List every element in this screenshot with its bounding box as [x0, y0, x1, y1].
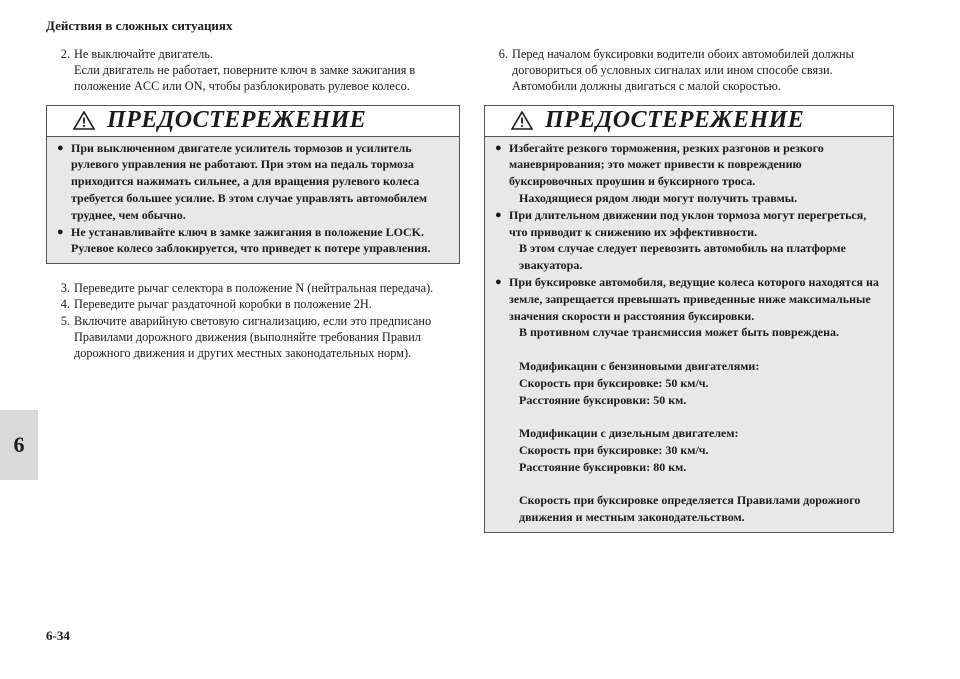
- warning-triangle-icon: [511, 111, 533, 130]
- diesel-distance: Расстояние буксировки: 80 км.: [519, 459, 687, 474]
- step-number: 6.: [498, 47, 508, 61]
- step-text: Если двигатель не работает, поверните ключ в замке зажигания в положение ACC или ON, чтобы разблокировать рулевое колесо.: [74, 63, 416, 94]
- warning-title: ПРЕДОСТЕРЕЖЕНИЕ: [545, 107, 805, 134]
- warning-box: [46, 105, 460, 265]
- step-5: [46, 313, 460, 362]
- step-2: [46, 46, 460, 95]
- warning-body: [485, 137, 893, 532]
- left-column: [46, 46, 460, 361]
- warning-triangle-icon: [73, 111, 95, 130]
- bullet-dot-icon: ●: [495, 141, 502, 154]
- step-6: [484, 46, 894, 95]
- warning-bullet: ● При буксировке автомобиля, ведущие колеса которого находятся на земле, запрещается превышать приведенные ниже максимальные значения скорости и расстояния буксировки.: [495, 274, 879, 323]
- warning-paragraph: В противном случае трансмиссия может быть повреждена.: [519, 325, 840, 340]
- chapter-tab: [0, 410, 38, 480]
- petrol-speed: Скорость при буксировке: 50 км/ч.: [519, 375, 709, 390]
- diesel-title: Модификации с дизельным двигателем:: [519, 426, 739, 441]
- warning-header: [47, 106, 459, 137]
- step-text: Не выключайте двигатель.: [74, 47, 213, 61]
- step-3: [46, 280, 460, 296]
- step-4: [46, 296, 460, 312]
- petrol-distance: Расстояние буксировки: 50 км.: [519, 392, 687, 407]
- step-text: Включите аварийную световую сигнализацию, если это предписано Правилами дорожного движения (выполняйте требования Правил дорожного движения и других местных законодательных норм).: [74, 313, 432, 360]
- step-number: 2.: [60, 47, 70, 61]
- step-number: 5.: [60, 313, 70, 328]
- bullet-dot-icon: ●: [495, 208, 502, 221]
- step-text: Переведите рычаг селектора в положение N (нейтральная передача).: [74, 281, 434, 296]
- step-number: 4.: [60, 297, 70, 312]
- warning-body: [47, 137, 459, 264]
- page-header: Действия в сложных ситуациях: [46, 18, 233, 33]
- step-text: Переведите рычаг раздаточной коробки в положение 2H.: [74, 297, 372, 312]
- warning-bullet: ● Не устанавливайте ключ в замке зажигания в положение LOCK. Рулевое колесо заблокируется, что приведет к потере управления.: [57, 224, 431, 256]
- step-text: Перед началом буксировки водители обоих автомобилей должны договориться об условных сигналах или ином способе связи. Автомобили должны двигаться с малой скоростью.: [512, 47, 854, 94]
- petrol-title: Модификации с бензиновыми двигателями:: [519, 358, 760, 373]
- warning-bullet: ● Избегайте резкого торможения, резких разгонов и резкого маневрирования; это может привести к повреждению буксировочных проушин и буксирного троса.: [495, 140, 824, 189]
- warning-box: [484, 105, 894, 533]
- chapter-tab-label: 6: [13, 432, 25, 457]
- bullet-dot-icon: ●: [495, 275, 502, 288]
- warning-paragraph: Находящиеся рядом люди могут получить травмы.: [519, 191, 798, 205]
- right-column: [484, 46, 894, 533]
- warning-bullet: ● При длительном движении под уклон тормоза могут перегреться, что приводит к снижению их эффективности.: [495, 207, 867, 239]
- step-number: 3.: [60, 281, 70, 296]
- page-number: 6-34: [46, 628, 70, 643]
- warning-title: ПРЕДОСТЕРЕЖЕНИЕ: [107, 107, 367, 134]
- warning-paragraph: В этом случае следует перевозить автомобиль на платформе эвакуатора.: [519, 241, 846, 273]
- bullet-dot-icon: ●: [57, 225, 64, 238]
- final-note: Скорость при буксировке определяется Правилами дорожного движения и местным законодательством.: [519, 493, 861, 525]
- diesel-speed: Скорость при буксировке: 30 км/ч.: [519, 442, 709, 457]
- bullet-dot-icon: ●: [57, 141, 64, 154]
- warning-bullet: ● При выключенном двигателе усилитель тормозов и усилитель рулевого управления не работают. При этом на педаль тормоза приходится нажимать сильнее, а для вращения рулевого колеса требуется большее усилие. В этом случае управлять автомобилем труднее, чем обычно.: [57, 140, 428, 222]
- warning-header: [485, 106, 893, 137]
